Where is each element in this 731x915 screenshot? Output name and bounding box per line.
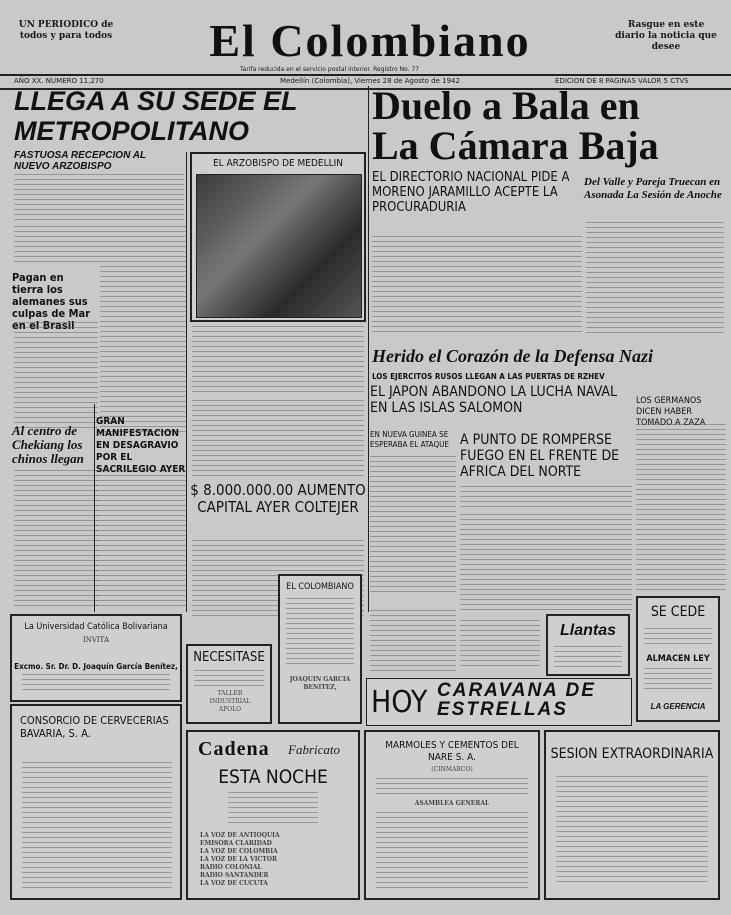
esta-noche: ESTA NOCHE	[218, 766, 328, 788]
ad-se-cede	[636, 596, 720, 722]
el-colombiano-name: JOAQUIN GARCIA BENITEZ,	[289, 676, 351, 691]
africa-headline: A PUNTO DE ROMPERSE FUEGO EN EL FRENTE DE AFRICA DEL NORTE	[460, 432, 620, 480]
directorio-headline: EL DIRECTORIO NACIONAL PIDE A MORENO JARAMILLO ACEPTE LA PROCURADURIA	[372, 170, 570, 215]
ad-sesion-extraordinaria	[544, 730, 720, 900]
manifestacion-headline: GRAN MANIFESTACION EN DESAGRAVIO POR EL SACRILEGIO AYER	[96, 416, 186, 475]
radio-station: LA VOZ DE ANTIOQUIA	[200, 832, 280, 839]
body-text	[228, 792, 318, 824]
fabricato-brand: Fabricato	[288, 742, 340, 757]
column-rule	[186, 152, 187, 612]
radio-station: LA VOZ DE LA VICTOR	[200, 856, 277, 863]
radio-station: LA VOZ DE COLOMBIA	[200, 848, 278, 855]
brief-alemanes: Pagan en tierra los alemanes sus culpas de Mar en el Brasil	[12, 271, 91, 332]
date-text: Medellín (Colombia), Viernes 28 de Agosto de 1942	[280, 77, 460, 85]
ad-caravana	[366, 678, 632, 726]
necesitase-sub: TALLER INDUSTRIAL APOLO	[209, 690, 251, 713]
body-text	[460, 620, 540, 670]
ad-necesitase	[186, 644, 272, 724]
body-text	[14, 174, 184, 222]
almacen-ley: ALMACEN LEY	[646, 654, 710, 664]
guinea-headline: EN NUEVA GUINEA SE ESPERABA EL ATAQUE	[370, 430, 449, 449]
issue-number: AÑO XX. NUMERO 11,270	[14, 77, 104, 85]
postal-note: Tarifa reducida en el servicio postal interior. Registro No. 77	[240, 66, 420, 73]
radio-station: LA VOZ DE CUCUTA	[200, 880, 268, 887]
body-text	[14, 470, 98, 610]
body-text	[14, 226, 100, 266]
body-text	[192, 326, 364, 396]
caravana-line-1: CARAVANA DE	[437, 680, 596, 701]
catolica-title: La Universidad Católica Bolivariana	[24, 622, 168, 632]
ad-cadena-fabricato	[186, 730, 360, 900]
body-text	[460, 514, 632, 614]
left-ear: UN PERIODICO de todos y para todos	[18, 20, 114, 41]
body-text	[636, 424, 726, 594]
necesitase-title: NECESITASE	[193, 650, 265, 665]
sesion-title: SESION EXTRAORDINARIA	[550, 746, 714, 762]
zaza-headline: LOS GERMANOS DICEN HABER TOMADO A ZAZA	[636, 396, 706, 428]
defensa-headline: Herido el Corazón de la Defensa Nazi	[372, 346, 653, 366]
main-subhead: Del Valle y Pareja Truecan en Asonada La Sesión de Anoche	[584, 176, 722, 201]
body-text	[22, 674, 170, 694]
asamblea-general: ASAMBLEA GENERAL	[414, 800, 490, 807]
right-ear: Rasgue en este diario la noticia que desee	[615, 20, 717, 52]
edition-note: EDICION DE 8 PAGINAS VALOR 5 CTVS	[555, 77, 689, 85]
body-text	[376, 778, 528, 796]
radio-station: EMISORA CLARIDAD	[200, 840, 272, 847]
body-text	[22, 762, 172, 888]
gerencia: LA GERENCIA	[650, 702, 706, 711]
photo-caption-title: EL ARZOBISPO DE MEDELLIN	[212, 158, 344, 169]
body-text	[372, 236, 582, 336]
marmoles-title: MARMOLES Y CEMENTOS DEL NARE S. A.	[385, 740, 519, 763]
catolica-person: Excmo. Sr. Dr. D. Joaquín García Benítez,	[14, 662, 178, 671]
archbishop-photo-box	[190, 152, 366, 322]
cadena-title: Cadena	[198, 738, 270, 760]
ad-el-colombiano	[278, 574, 362, 724]
body-text	[556, 776, 708, 886]
body-text	[194, 670, 264, 686]
masthead-title: El Colombiano	[209, 15, 531, 66]
japon-headline: EL JAPON ABANDONO LA LUCHA NAVAL EN LAS ISLAS SALOMON	[370, 384, 618, 416]
body-text	[286, 598, 354, 668]
body-text	[96, 470, 186, 610]
body-text	[370, 610, 456, 672]
body-text	[460, 486, 632, 510]
ad-universidad-catolica	[10, 614, 182, 702]
body-text	[644, 628, 712, 648]
body-text	[586, 222, 724, 336]
caravana-line-2: ESTRELLAS	[437, 699, 568, 720]
body-text	[554, 646, 622, 670]
marmoles-sub: (CINMARCO)	[431, 766, 473, 773]
subhead-recepcion: FASTUOSA RECEPCION AL NUEVO ARZOBISPO	[14, 150, 146, 172]
ad-llantas	[546, 614, 630, 676]
archbishop-photo	[196, 174, 362, 318]
body-text	[644, 668, 712, 692]
radio-station: RADIO COLONIAL	[200, 864, 262, 871]
radio-station: RADIO SANTANDER	[200, 872, 269, 879]
headline-llega-1: LLEGA A SU SEDE EL	[14, 86, 298, 116]
hoy-label: HOY	[371, 685, 428, 720]
body-text	[376, 812, 528, 890]
body-text	[370, 456, 456, 596]
brief-chekiang: Al centro de Chekiang los chinos llegan	[12, 423, 84, 466]
body-text	[192, 400, 364, 476]
se-cede-title: SE CEDE	[650, 604, 706, 620]
rzhev-headline: LOS EJERCITOS RUSOS LLEGAN A LAS PUERTAS DE RZHEV	[372, 372, 605, 381]
ad-consorcio-bavaria	[10, 704, 182, 900]
column-rule	[368, 86, 369, 612]
body-text	[14, 322, 98, 432]
ad-marmoles	[364, 730, 540, 900]
el-colombiano-box-title: EL COLOMBIANO	[286, 582, 354, 592]
consorcio-title: CONSORCIO DE CERVECERIAS BAVARIA, S. A.	[20, 714, 169, 740]
main-headline-1: Duelo a Bala en	[372, 83, 640, 128]
main-headline-2: La Cámara Baja	[372, 123, 659, 168]
catolica-invita: INVITA	[82, 636, 110, 644]
headline-llega-2: METROPOLITANO	[14, 116, 249, 146]
coltejer-headline: $ 8.000.000.00 AUMENTO CAPITAL AYER COLTEJER	[190, 481, 366, 516]
llantas-title: Llantas	[559, 622, 616, 639]
body-text	[100, 226, 186, 436]
column-rule	[94, 404, 95, 612]
